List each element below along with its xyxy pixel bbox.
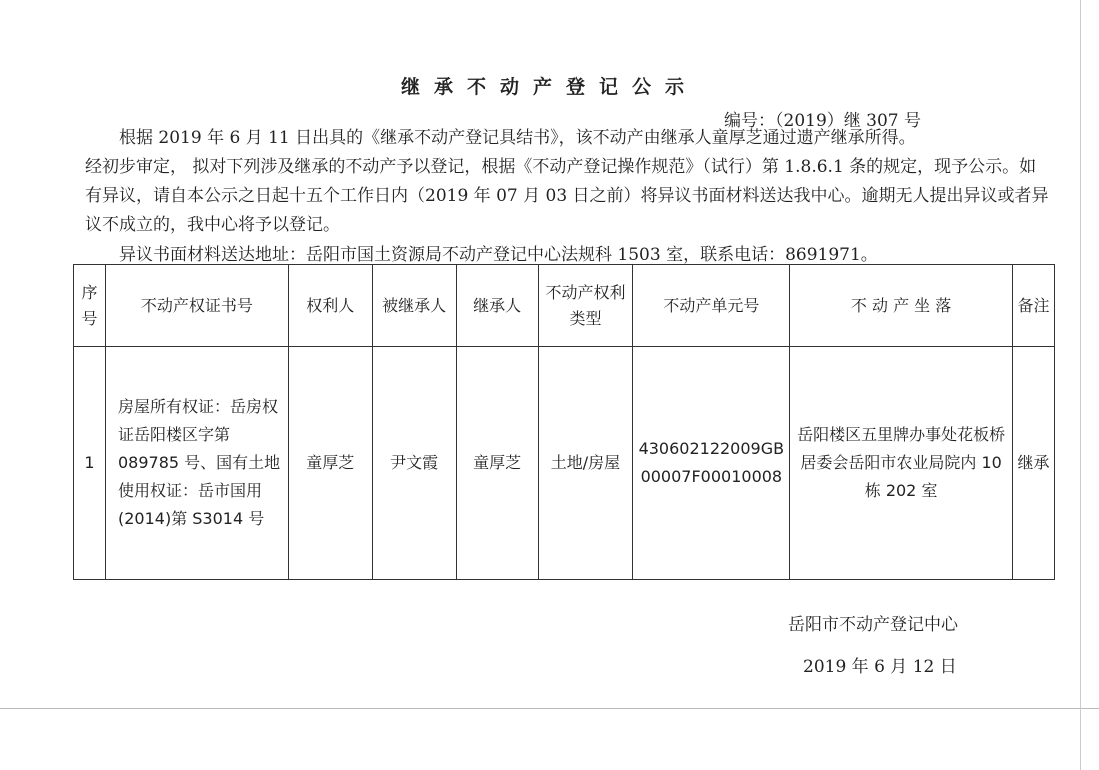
page-title: 继承不动产登记公示	[400, 76, 698, 98]
table-header-row	[74, 265, 1055, 347]
cell-location: 岳阳楼区五里牌办事处花板桥居委会岳阳市农业局院内 10 栋 202 室	[790, 347, 1013, 580]
header-remark: 备注	[1012, 265, 1054, 347]
header-location: 不 动 产 坐 落	[790, 265, 1013, 347]
table-row	[74, 347, 1055, 580]
scan-divider	[0, 708, 1099, 709]
header-right-type: 不动产权利类型	[538, 265, 633, 347]
header-decedent: 被继承人	[372, 265, 456, 347]
header-heir: 继承人	[456, 265, 538, 347]
cell-holder: 童厚芝	[288, 347, 372, 580]
issue-date: 2019 年 6 月 12 日	[803, 657, 957, 677]
cell-right-type: 土地/房屋	[538, 347, 633, 580]
cell-seq: 1	[74, 347, 106, 580]
header-seq: 序号	[74, 265, 106, 347]
header-unit-no: 不动产单元号	[633, 265, 790, 347]
cell-unit-no: 430602122009GB00007F00010008	[633, 347, 790, 580]
scan-edge	[1080, 0, 1081, 770]
cell-cert: 房屋所有权证：岳房权证岳阳楼区字第 089785 号、国有土地使用权证：岳市国用(2014)第 S3014 号	[105, 347, 288, 580]
issuing-agency: 岳阳市不动产登记中心	[788, 615, 958, 635]
paragraph-basis: 根据 2019 年 6 月 11 日出具的《继承不动产登记具结书》，该不动产由继承人童厚芝通过遗产继承所得。	[119, 128, 916, 148]
cell-remark: 继承	[1012, 347, 1054, 580]
objection-address: 异议书面材料送达地址：岳阳市国土资源局不动产登记中心法规科 1503 室，联系电话：8691971。	[119, 245, 878, 265]
cell-decedent: 尹文霞	[372, 347, 456, 580]
header-cert: 不动产权证书号	[105, 265, 288, 347]
header-holder: 权利人	[288, 265, 372, 347]
document-number: 编号：（2019）继 307 号	[724, 111, 922, 131]
registration-table	[73, 264, 1055, 580]
cell-heir: 童厚芝	[456, 347, 538, 580]
paragraph-review: 经初步审定， 拟对下列涉及继承的不动产予以登记，根据《不动产登记操作规范》（试行）第 1.8.6.1 条的规定，现予公示。如有异议，请自本公示之日起十五个工作日内（2019 年 07 月 03 日之前）将异议书面材料送达我中心。逾期无人提出异议或者异议不成立的，我中心将予以登记。	[85, 157, 1049, 235]
notice-body	[85, 124, 1050, 240]
